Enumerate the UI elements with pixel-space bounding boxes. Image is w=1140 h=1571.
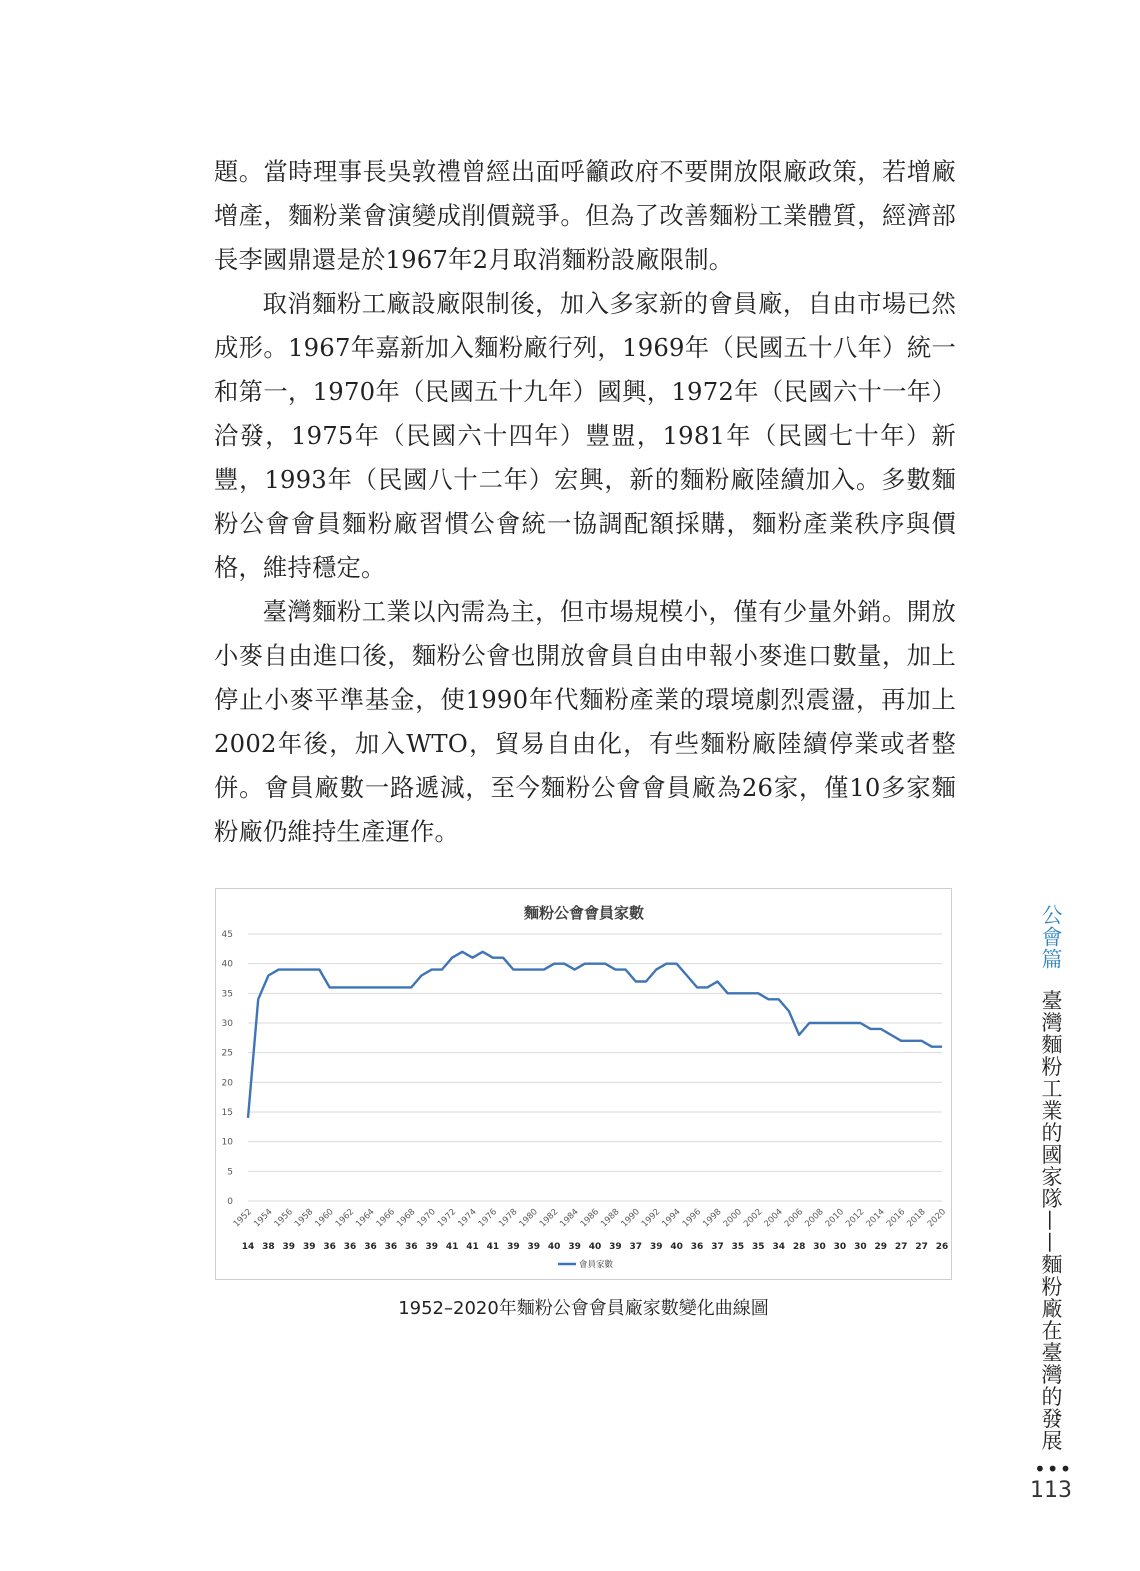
data-label: 36 — [343, 1242, 357, 1252]
y-tick-label: 0 — [227, 1197, 233, 1207]
x-tick-label: 1982 — [537, 1207, 561, 1230]
data-label: 39 — [507, 1242, 520, 1252]
chart-title: 麵粉公會會員家數 — [523, 904, 645, 922]
y-axis-ticks — [222, 930, 234, 1207]
x-axis-ticks — [232, 1207, 948, 1229]
x-tick-label: 1998 — [701, 1207, 724, 1230]
data-label: 37 — [711, 1242, 724, 1252]
data-label: 41 — [486, 1242, 500, 1252]
data-label: 28 — [792, 1242, 806, 1252]
y-tick-label: 25 — [221, 1048, 233, 1059]
data-label: 27 — [894, 1242, 908, 1252]
y-tick-label: 45 — [221, 930, 233, 940]
section-label: 公會篇 — [1039, 904, 1063, 970]
data-label: 36 — [405, 1242, 418, 1252]
data-label: 14 — [241, 1242, 255, 1252]
y-tick-label: 10 — [221, 1137, 233, 1148]
x-tick-label: 1960 — [313, 1207, 336, 1230]
x-tick-label: 1962 — [333, 1207, 357, 1230]
x-tick-label: 2014 — [864, 1207, 887, 1230]
data-label: 39 — [302, 1242, 316, 1252]
data-label-row — [242, 1242, 949, 1252]
data-label: 30 — [813, 1242, 826, 1252]
x-tick-label: 2010 — [823, 1207, 847, 1230]
series-line — [248, 952, 942, 1118]
data-label: 39 — [282, 1242, 296, 1252]
y-tick-label: 15 — [221, 1108, 233, 1118]
data-label: 30 — [833, 1242, 847, 1252]
legend — [558, 1259, 614, 1270]
x-tick-label: 1966 — [374, 1207, 398, 1230]
x-tick-label: 1974 — [456, 1207, 479, 1230]
data-label: 35 — [752, 1242, 765, 1252]
data-label: 38 — [262, 1242, 275, 1252]
gridlines — [248, 934, 942, 1201]
page-number: 113 — [1030, 1478, 1072, 1503]
x-tick-label: 1968 — [395, 1207, 418, 1230]
x-tick-label: 1994 — [660, 1207, 683, 1230]
x-tick-label: 1984 — [558, 1207, 581, 1230]
data-label: 36 — [384, 1242, 398, 1252]
data-label: 40 — [547, 1242, 561, 1252]
x-tick-label: 1956 — [272, 1207, 295, 1230]
x-tick-label: 2008 — [803, 1207, 826, 1230]
x-tick-label: 1980 — [517, 1207, 540, 1230]
x-tick-label: 2002 — [742, 1207, 765, 1230]
data-label: 34 — [772, 1242, 785, 1252]
data-label: 41 — [445, 1242, 459, 1252]
paragraph: 題。當時理事長吳敦禮曾經出面呼籲政府不要開放限廠政策，若增廠增產，麵粉業會演變成削價競爭。但為了改善麵粉工業體質，經濟部長李國鼎還是於1967年2月取消麵粉設廠限制。 — [214, 157, 956, 274]
x-tick-label: 2020 — [925, 1207, 949, 1230]
data-label: 36 — [364, 1242, 377, 1252]
data-label: 29 — [874, 1242, 888, 1252]
data-label: 36 — [323, 1242, 336, 1252]
running-header — [1038, 904, 1064, 1452]
data-label: 36 — [690, 1242, 704, 1252]
page-dots: ••• — [1034, 1457, 1073, 1481]
data-label: 40 — [588, 1242, 602, 1252]
x-tick-label: 2006 — [782, 1207, 806, 1230]
x-tick-label: 1986 — [578, 1207, 602, 1230]
x-tick-label: 2016 — [884, 1207, 908, 1230]
x-tick-label: 1970 — [415, 1207, 438, 1230]
y-tick-label: 35 — [221, 989, 233, 1000]
chapter-title: 臺灣麵粉工業的國家隊——麵粉廠在臺灣的發展 — [1039, 989, 1063, 1452]
x-tick-label: 2018 — [905, 1207, 928, 1230]
x-tick-label: 1976 — [476, 1207, 500, 1230]
x-tick-label: 2004 — [762, 1207, 785, 1230]
x-tick-label: 1988 — [599, 1207, 622, 1230]
x-tick-label: 2000 — [721, 1207, 745, 1230]
x-tick-label: 1992 — [639, 1207, 663, 1230]
paragraph: 臺灣麵粉工業以內需為主，但市場規模小，僅有少量外銷。開放小麥自由進口後，麵粉公會也開放會員自由申報小麥進口數量，加上停止小麥平準基金，使1990年代麵粉產業的環境劇烈震盪，再加上2002年後，加入WTO，貿易自由化，有些麵粉廠陸續停業或者整併。會員廠數一路遞減，至今麵粉公會會員廠為26家，僅10多家麵粉廠仍維持生產運作。 — [214, 597, 956, 846]
data-label: 39 — [568, 1242, 581, 1252]
data-label: 39 — [609, 1242, 622, 1252]
figure-caption: 1952–2020年麵粉公會會員廠家數變化曲線圖 — [398, 1298, 769, 1319]
x-tick-label: 1972 — [435, 1207, 459, 1230]
paragraph: 取消麵粉工廠設廠限制後，加入多家新的會員廠，自由市場已然成形。1967年嘉新加入麵粉廠行列，1969年（民國五十八年）統一和第一，1970年（民國五十九年）國興，1972年（民國六十一年）洽發，1975年（民國六十四年）豐盟，1981年（民國七十年）新豐，1993年（民國八十二年）宏興，新的麵粉廠陸續加入。多數麵粉公會會員麵粉廠習慣公會統一協調配額採購，麵粉產業秩序與價格，維持穩定。 — [214, 289, 956, 582]
data-label: 39 — [425, 1242, 438, 1252]
data-label: 39 — [649, 1242, 663, 1252]
data-label: 41 — [466, 1242, 479, 1252]
data-label: 30 — [854, 1242, 867, 1252]
data-label: 27 — [915, 1242, 928, 1252]
data-label: 37 — [629, 1242, 643, 1252]
x-tick-label: 2012 — [844, 1207, 867, 1230]
y-tick-label: 20 — [221, 1078, 233, 1089]
line-chart — [216, 889, 953, 1281]
data-label: 35 — [731, 1242, 745, 1252]
legend-label: 會員家數 — [579, 1260, 614, 1270]
y-tick-label: 5 — [227, 1167, 233, 1178]
x-tick-label: 1964 — [354, 1207, 377, 1230]
body-text — [214, 150, 956, 854]
data-label: 40 — [670, 1242, 683, 1252]
x-tick-label: 1990 — [619, 1207, 642, 1230]
x-tick-label: 1978 — [497, 1207, 520, 1230]
data-label: 39 — [527, 1242, 541, 1252]
x-tick-label: 1954 — [252, 1207, 275, 1230]
member-count-chart — [215, 888, 952, 1280]
x-tick-label: 1952 — [231, 1207, 255, 1230]
y-tick-label: 40 — [221, 959, 233, 970]
x-tick-label: 1958 — [292, 1207, 316, 1230]
data-label: 26 — [935, 1242, 949, 1252]
x-tick-label: 1996 — [680, 1207, 704, 1230]
y-tick-label: 30 — [221, 1019, 233, 1029]
